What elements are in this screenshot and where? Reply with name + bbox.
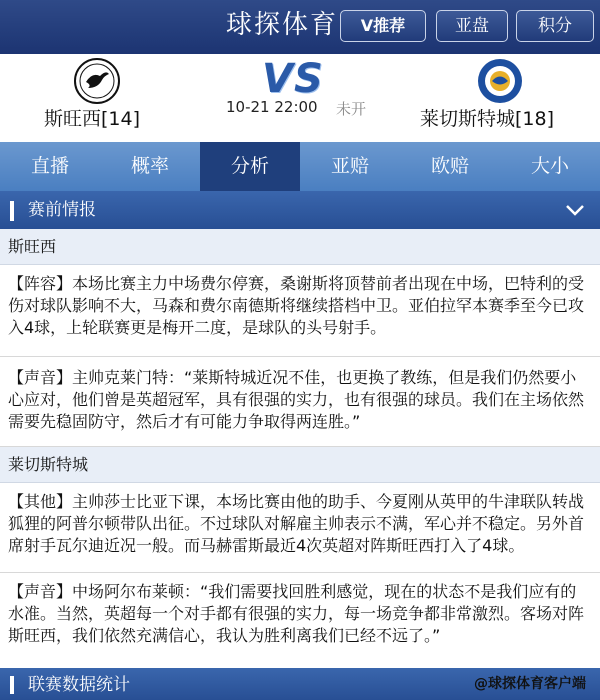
home-lineup-paragraph: 【阵容】本场比赛主力中场费尔停赛，桑谢斯将顶替前者出现在中场，巴特利的受伤对球队影响不大，马森和费尔南德斯将继续搭档中卫。亚伯拉罕本赛季至今已攻入4球，上轮联赛更是梅开二度，是球队的头号射手。: [0, 265, 600, 357]
home-team-label: 斯旺西: [0, 229, 600, 265]
vs-label: VS: [262, 56, 324, 102]
top-bar: [0, 0, 600, 54]
match-info: [0, 54, 600, 142]
home-voice-paragraph: 【声音】主帅克莱门特：“莱斯特城近况不佳，也更换了教练，但是我们仍然要小心应对，他们曾是英超冠军，具有很强的实力，也有很强的球员。我们在主场依然需要先稳固防守，然后才有可能力争取得两连胜。”: [0, 357, 600, 447]
tab-european-odds[interactable]: 欧赔: [430, 155, 469, 177]
watermark: @球探体育客户端: [474, 676, 586, 692]
away-team-name[interactable]: 莱切斯特城[18]: [420, 108, 555, 130]
away-other-paragraph: 【其他】主帅莎士比亚下课，本场比赛由他的助手、今夏刚从英甲的牛津联队转战狐狸的阿普尔顿带队出征。不过球队对解雇主帅表示不满，军心并不稳定。另外首席射手瓦尔迪近况一般。而马赫雷斯最近4次英超对阵斯旺西打入了4球。: [0, 483, 600, 573]
tab-live[interactable]: 直播: [30, 155, 69, 177]
section-marker: [10, 201, 14, 221]
tab-probability[interactable]: 概率: [130, 155, 169, 177]
tab-over-under[interactable]: 大小: [530, 155, 569, 177]
match-status: 未开: [336, 100, 367, 118]
chevron-down-icon[interactable]: [564, 199, 586, 221]
tab-asian-odds[interactable]: 亚赔: [330, 155, 369, 177]
home-team-name[interactable]: 斯旺西[14]: [44, 108, 141, 130]
section-marker: [10, 676, 14, 694]
tab-analysis[interactable]: 分析: [200, 142, 300, 191]
section-prematch-header[interactable]: [0, 191, 600, 229]
section-title: 联赛数据统计: [28, 675, 130, 695]
away-voice-paragraph: 【声音】中场阿尔布莱顿：“我们需要找回胜利感觉，现在的状态不是我们应有的水准。当然，英超每一个对手都有很强的实力，每一场竞争都非常激烈。客场对阵斯旺西，我们依然充满信心，我认为胜利离我们已经不远了。”: [8, 582, 585, 645]
tab-bar: [0, 142, 600, 191]
section-title: 赛前情报: [28, 200, 96, 220]
leicester-badge-icon: [477, 58, 523, 104]
asian-handicap-button[interactable]: 亚盘: [436, 10, 508, 42]
match-time: 10-21 22:00: [226, 98, 318, 116]
v-recommend-button[interactable]: V推荐: [340, 10, 426, 42]
away-team-label: 莱切斯特城: [0, 447, 600, 483]
swansea-badge-icon: [74, 58, 120, 104]
standings-button[interactable]: 积分: [516, 10, 594, 42]
app-title: 球探体育: [226, 10, 339, 40]
